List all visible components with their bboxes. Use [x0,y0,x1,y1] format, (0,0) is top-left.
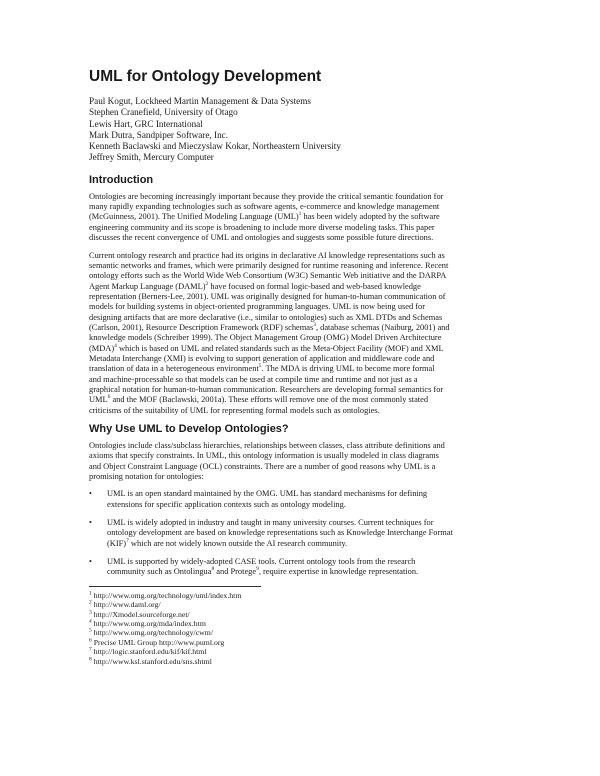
footnote-ref[interactable]: 5 [258,363,262,370]
reasons-list [89,489,519,577]
intro-paragraph-2: Current ontology research and practice had its origins in declarative AI knowledge representations such as semantic networks and frames, which were primarily designed for runtime reasoning and inference. Recent ontology efforts such as the World Wide Web Consortium (W3C) Semantic Web initiative and the DARPA Agent Markup Language (DAML)$^2$ have focused on formal logic-based and web-based knowledge representation (Berners-Lee, 2001). UML was originally designed for human-to-human communication of models for building systems in object-oriented programming languages. UML is now being used for designing artifacts that are more declarative (i.e., similar to ontologies) such as XML DTDs and Schemas (Carlson, 2001), Resource Description Framework (RDF) schemas$^3$, database schemas (Naiburg, 2001) and knowledge models (Schreiber 1999). The Object Management Group (OMG) Model Driven Architecture (MDA)$^4$ which is based on UML and related standards such as the Meta-Object Facility (MOF) and XML Metadata Interchange (XMI) is evolving to support generation of application and middleware code and translation of data in a heterogeneous environment$^5$. The MDA is driving UML to become more formal and machine-processable so that models can be used at compile time and runtime and not just as a graphical notation for human-to-human communication. Researchers are developing formal semantics for UML$^6$ and the MOF (Baclawski, 2001a). These efforts will remove one of the most commonly stated criticisms of the suitability of UML for representing formal models such as ontologies. [89,250,450,415]
document-page [89,68,519,666]
paper-title: UML for Ontology Development [89,68,322,85]
section-heading-why-uml: Why Use UML to Develop Ontologies? [89,423,289,435]
footnotes [89,591,519,666]
footnote-ref[interactable]: 8 [211,566,215,573]
footnote[interactable]: $^1$ http://www.omg.org/technology/uml/index.htm [89,590,242,600]
bullet-icon: • [89,489,92,499]
footnote[interactable]: $^4$ http://www.omg.org/mda/index.htm [89,618,206,628]
footnote[interactable]: $^5$ http://www.omg.org/technology/cwm/ [89,627,214,638]
footnote-ref[interactable]: 1 [298,211,302,218]
footnote[interactable]: $^8$ http://www.ksl.stanford.edu/sns.shtml [89,656,212,666]
footnote[interactable]: $^2$ http://www.daml.org/ [89,599,161,610]
author-line: Jeffrey Smith, Mercury Computer [89,152,214,163]
author-line: Kenneth Baclawski and Mieczyslaw Kokar, Northeastern University [89,141,341,152]
why-paragraph-1: Ontologies include class/subclass hierarchies, relationships between classes, class attribute definitions and axioms that specify constraints. In UML, this ontology information is usually modeled in class diagrams and Object Constraint Language (OCL) constraints. There are a number of good reasons why UML is a promising notation for ontologies: [89,441,445,482]
footnote[interactable]: $^3$ http://Xmodel.sourceforge.net/ [89,609,190,619]
footnote-ref[interactable]: 6 [107,394,111,401]
list-item: • UML is widely adopted in industry and taught in many university courses. Current techniques for ontology development are based on knowledge representations such as Knowledge Interchange Format (KIF)$^7$ which are not widely known outside the AI research community. [89,518,453,548]
intro-paragraph-1: Ontologies are becoming increasingly important because they provide the critical semantic foundation for many rapidly expanding technologies such as software agents, e-commerce and knowledge management (McGuinness, 2001). The Unified Modeling Language (UML)$^1$ has been widely adopted by the software engineering community and its scope is broadening to include more diverse modeling tasks. This paper discusses the recent convergence of UML and ontologies and suggests some possible future directions. [89,191,444,243]
footnote[interactable]: $^6$ Precise UML Group http://www.puml.org [89,637,225,647]
section-heading-introduction: Introduction [89,173,154,186]
author-line: Paul Kogut, Lockheed Martin Management & Data Systems [89,96,311,106]
footnote-ref[interactable]: 4 [114,342,117,349]
footnote-ref[interactable]: 9 [256,566,259,573]
footnote-ref[interactable]: 3 [313,322,316,329]
footnote[interactable]: $^7$ http://logic.stanford.edu/kif/kif.html [89,646,207,657]
author-line: Stephen Cranefield, University of Otago [89,107,238,118]
list-item: • UML is supported by widely-adopted CASE tools. Current ontology tools from the research community such as Ontolingua$^8$ and Protege$^9$, require expertise in knowledge representation. [89,557,419,577]
author-line: Mark Dutra, Sandpiper Software, Inc. [89,129,229,140]
footnote-ref[interactable]: 7 [126,537,129,544]
footnote-ref[interactable]: 2 [205,280,209,287]
author-list [89,96,519,164]
footnote-divider [89,586,261,587]
bullet-icon: • [89,557,92,567]
author-line: Lewis Hart, GRC International [89,118,203,129]
bullet-icon: • [89,518,92,528]
list-item: • UML is an open standard maintained by the OMG. UML has standard mechanisms for defining extensions for specific application contexts such as ontology modeling. [89,489,428,509]
